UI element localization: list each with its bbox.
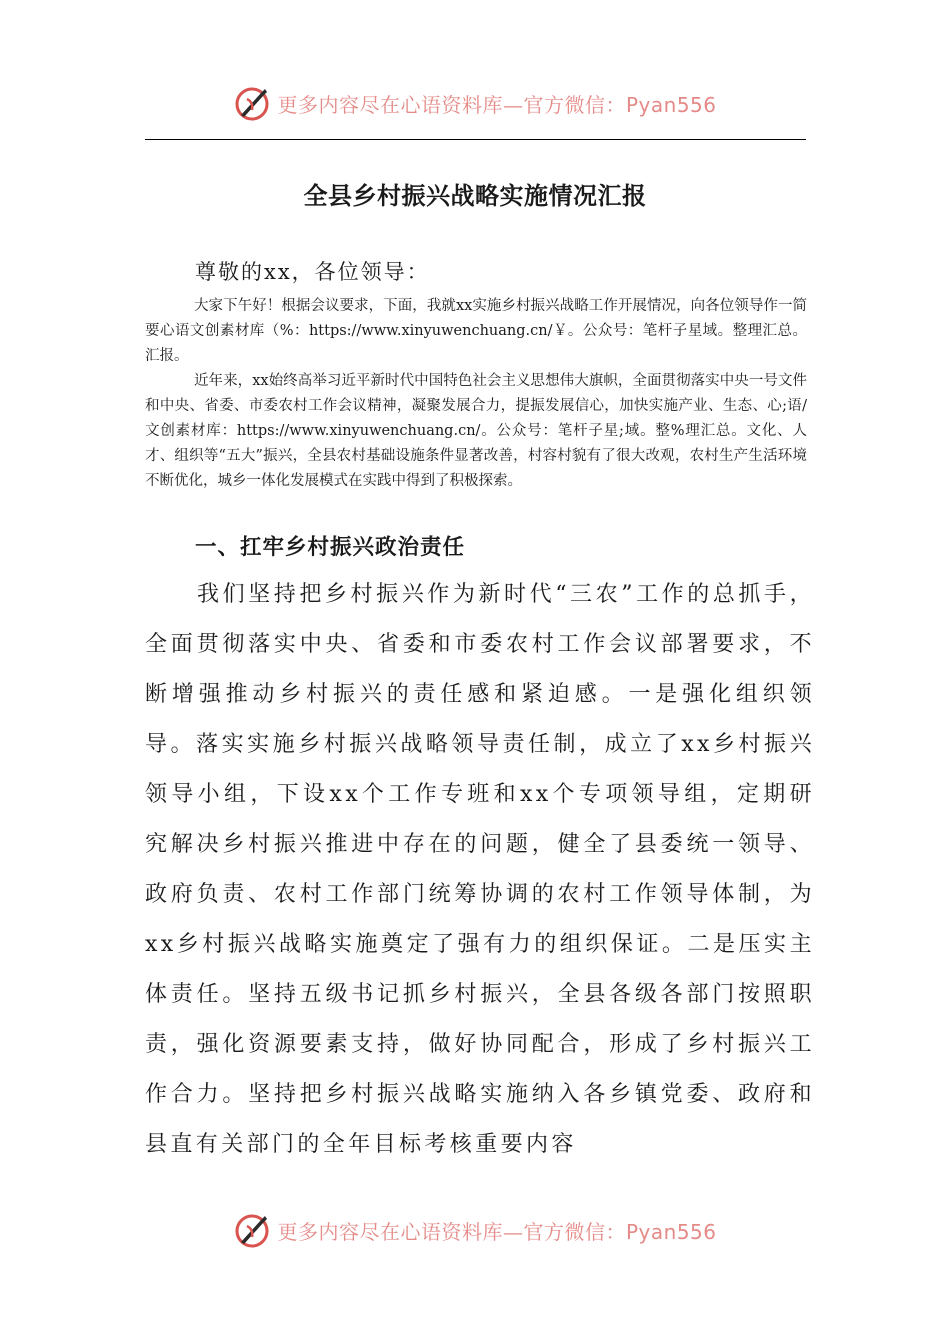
watermark-text: 更多内容尽在心语资料库—官方微信：Pyan556	[277, 92, 717, 117]
footer-watermark	[0, 1207, 950, 1253]
document-title: 全县乡村振兴战略实施情况汇报	[303, 181, 647, 210]
pen-logo-icon	[233, 83, 273, 123]
intro-paragraph-1: 大家下午好！根据会议要求，下面，我就xx实施乡村振兴战略工作开展情况，向各位领导作一简要心语文创素材库（%：https://www.xinyuwenchuang.cn/￥。公众号：笔杆子星域。整理汇总。汇报。	[145, 298, 807, 364]
section-heading: 一、扛牢乡村振兴政治责任	[195, 535, 466, 560]
salutation: 尊敬的xx，各位领导：	[195, 260, 430, 284]
header-watermark	[0, 80, 950, 126]
pen-logo-icon	[233, 1210, 273, 1250]
watermark-text: 更多内容尽在心语资料库—官方微信：Pyan556	[277, 1219, 717, 1244]
intro-paragraph-2: 近年来，xx始终高举习近平新时代中国特色社会主义思想伟大旗帜，全面贯彻落实中央一号文件和中央、省委、市委农村工作会议精神，凝聚发展合力，提振发展信心，加快实施产业、生态、心;语/文创素材库：https://www.xinyuwenchuang.cn/。公众号：笔杆子星;域。整%理汇总。文化、人才、组织等“五大”振兴，全县农村基础设施条件显著改善，村容村貌有了很大改观，农村生产生活环境不断优化，城乡一体化发展模式在实践中得到了积极探索。	[145, 373, 807, 489]
header-rule	[145, 139, 806, 140]
body-paragraph: 我们坚持把乡村振兴作为新时代“三农”工作的总抓手，全面贯彻落实中央、省委和市委农村工作会议部署要求，不断增强推动乡村振兴的责任感和紧迫感。一是强化组织领导。落实实施乡村振兴战略领导责任制，成立了xx乡村振兴领导小组，下设xx个工作专班和xx个专项领导组，定期研究解决乡村振兴推进中存在的问题，健全了县委统一领导、政府负责、农村工作部门统筹协调的农村工作领导体制，为xx乡村振兴战略实施奠定了强有力的组织保证。二是压实主体责任。坚持五级书记抓乡村振兴，全县各级各部门按照职责，强化资源要素支持，做好协同配合，形成了乡村振兴工作合力。坚持把乡村振兴战略实施纳入各乡镇党委、政府和县直有关部门的全年目标考核重要内容	[145, 582, 815, 1157]
